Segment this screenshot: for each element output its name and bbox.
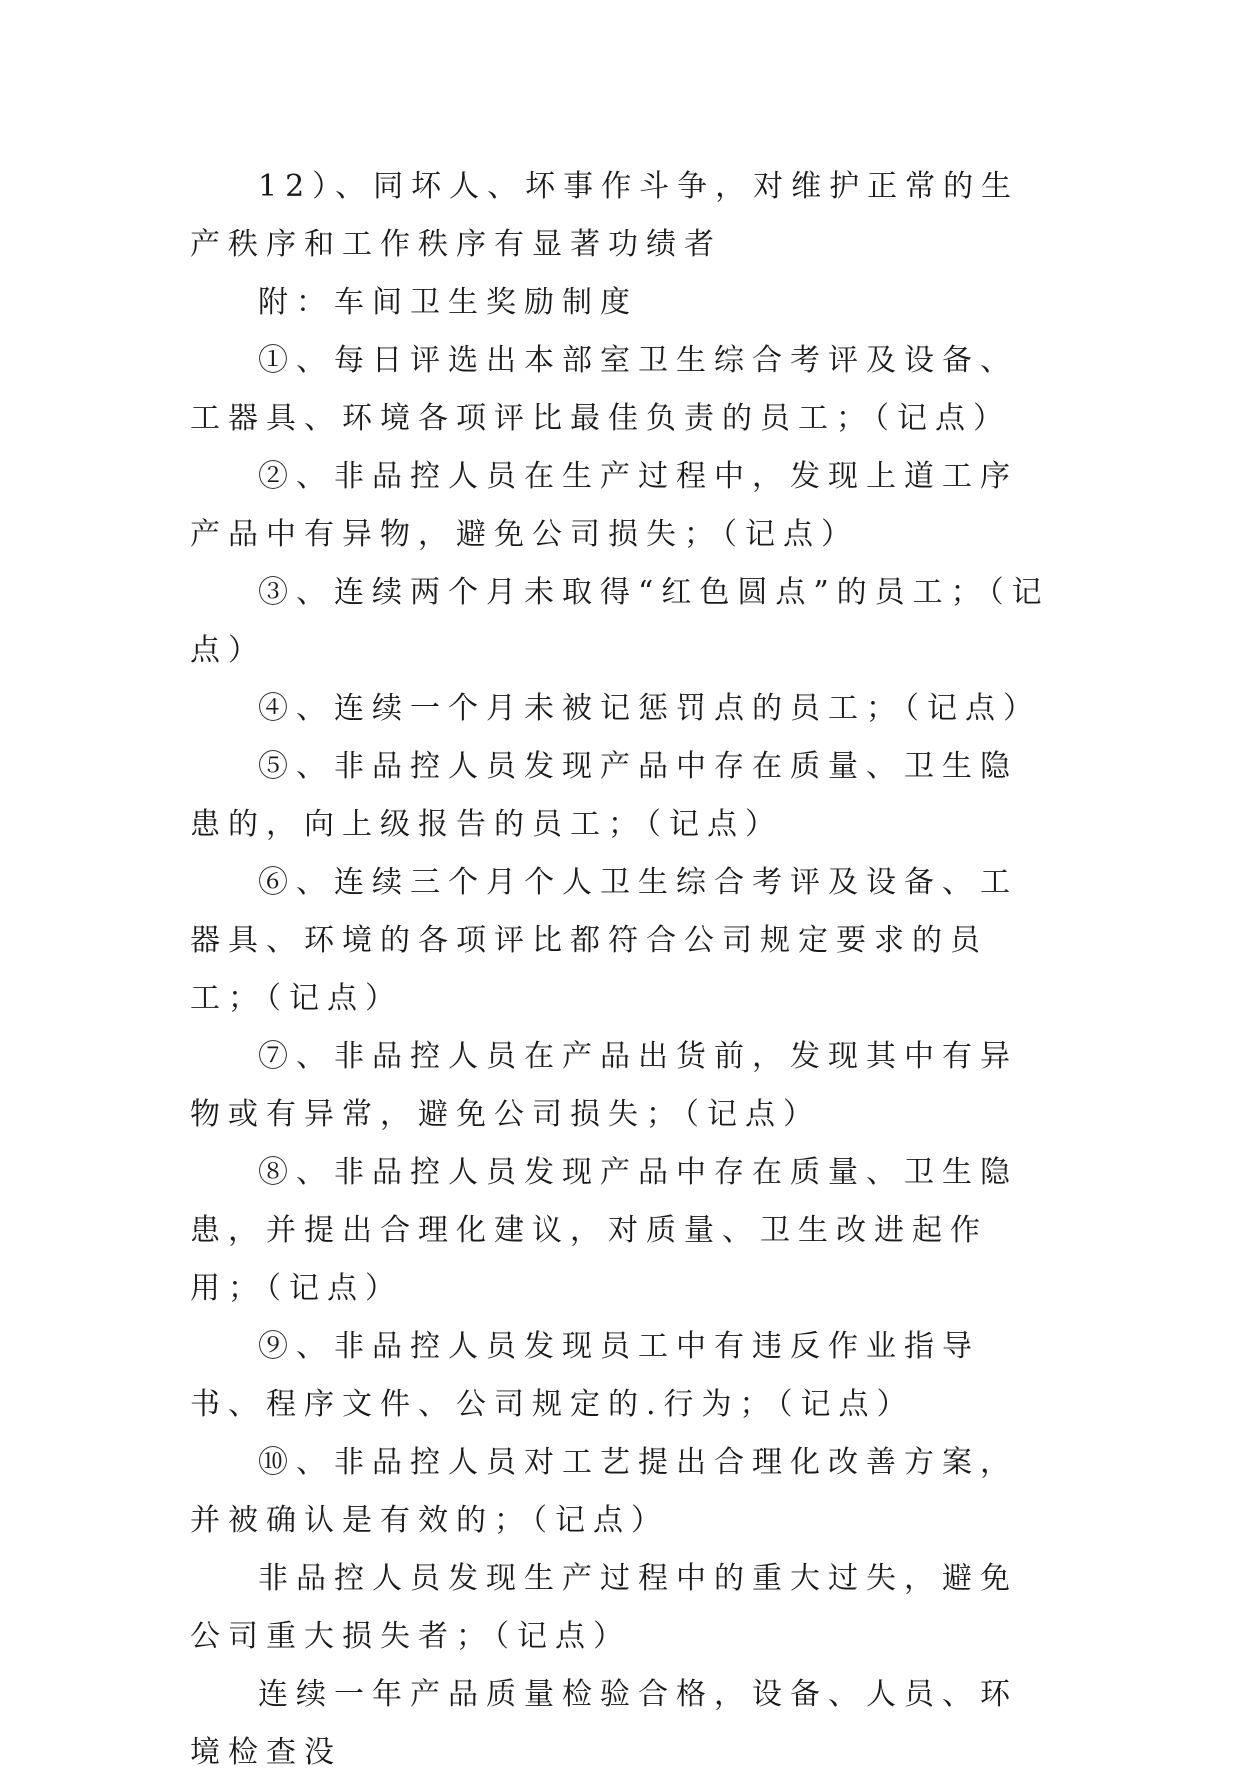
- paragraph-item-10: ⑩、非品控人员对工艺提出合理化改善方案，并被确认是有效的；（记点）: [190, 1445, 1018, 1538]
- paragraph-item-2: ②、非品控人员在生产过程中，发现上道工序产品中有异物，避免公司损失；（记点）: [190, 459, 1018, 552]
- appendix-heading: 附：车间卫生奖励制度: [258, 285, 638, 320]
- paragraph-item-9: ⑨、非品控人员发现员工中有违反作业指导书、程序文件、公司规定的.行为；（记点）: [190, 1329, 980, 1422]
- paragraph-item-6: ⑥、连续三个月个人卫生综合考评及设备、工器具、环境的各项评比都符合公司规定要求的员工；（记点）: [190, 865, 1018, 1016]
- document-body: [190, 158, 1052, 1782]
- paragraph-item-7: ⑦、非品控人员在产品出货前，发现其中有异物或有异常，避免公司损失；（记点）: [190, 1039, 1018, 1132]
- paragraph-item-12b: 连续一年产品质量检验合格，设备、人员、环境检查没: [190, 1677, 1018, 1770]
- paragraph-item-3: ③、连续两个月未取得“红色圆点”的员工；（记点）: [190, 575, 1050, 668]
- paragraph-item-4: ④、连续一个月未被记惩罚点的员工；（记点）: [258, 691, 1041, 726]
- paragraph-item-5: ⑤、非品控人员发现产品中存在质量、卫生隐患的，向上级报告的员工；（记点）: [190, 749, 1018, 842]
- paragraph-item-12: 12）、同坏人、坏事作斗争，对维护正常的生产秩序和工作秩序有显著功绩者: [190, 169, 1020, 262]
- paragraph-item-8: ⑧、非品控人员发现产品中存在质量、卫生隐患，并提出合理化建议，对质量、卫生改进起作用；（记点）: [190, 1155, 1018, 1306]
- paragraph-item-11: 非品控人员发现生产过程中的重大过失，避免公司重大损失者；（记点）: [190, 1561, 1018, 1654]
- paragraph-item-1: ①、每日评选出本部室卫生综合考评及设备、工器具、环境各项评比最佳负责的员工；（记点）: [190, 343, 1018, 436]
